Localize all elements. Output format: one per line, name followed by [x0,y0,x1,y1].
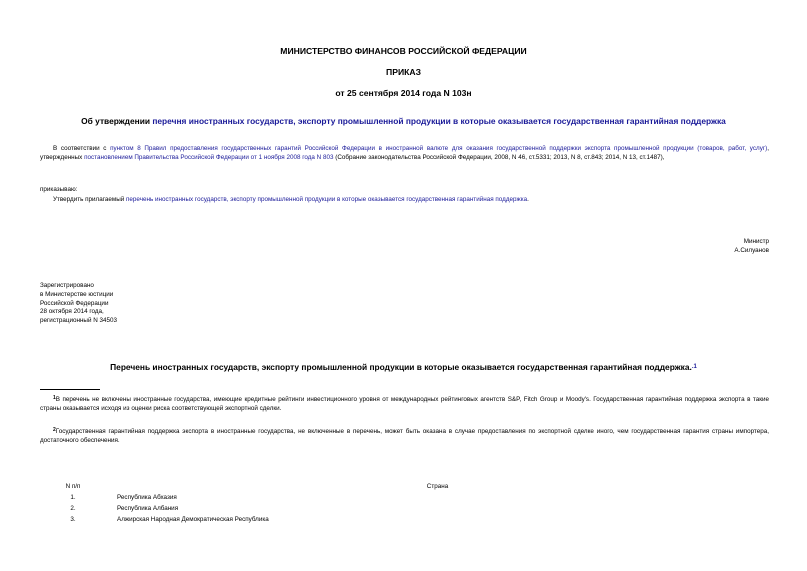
preamble-link-resolution[interactable]: постановлением Правительства Российской Федерации от 1 ноября 2008 года N 803 [84,153,334,161]
row-number: 3. [70,516,76,523]
footnote-2 [40,426,769,446]
order-text-2: . [527,196,529,203]
table-header-row [40,483,769,494]
footnote-1 [40,394,769,414]
table-row [40,516,769,527]
document-title [0,116,807,126]
order-paragraph [53,196,769,205]
registration-line: Российской Федерации [40,299,109,307]
list-title-text: Перечень иностранных государств, экспорту промышленной продукции в которые оказывается государственная гарантийная поддержка. [110,362,692,372]
country-table [40,483,769,527]
signature-block [734,238,769,256]
column-header-number: N п/п [65,483,81,490]
preamble-link-rules[interactable]: пунктом 8 Правил предоставления государственных гарантий Российской Федерации в иностранной валюте для оказания государственной поддержки экспорта промышленной продукции (товаров, работ, услуг) [110,145,768,152]
footnote-divider [40,389,100,390]
row-country: Алжирская Народная Демократическая Республика [117,516,269,523]
order-verb: приказываю: [40,186,78,193]
ministry-heading: МИНИСТЕРСТВО ФИНАНСОВ РОССИЙСКОЙ ФЕДЕРАЦИИ [280,46,527,56]
registration-block [40,282,117,326]
row-number: 2. [70,505,76,512]
row-number: 1. [70,494,76,501]
title-link[interactable]: перечня иностранных государств, экспорту промышленной продукции в которые оказывается государственная гарантийная поддержка [152,116,726,126]
table-row [40,505,769,516]
signature-name: А.Силуанов [734,246,769,254]
row-country: Республика Албания [117,505,179,512]
column-header-country: Страна [426,483,449,490]
registration-line: регистрационный N 34503 [40,317,118,325]
order-text-1: Утвердить прилагаемый [53,196,127,203]
signature-position: Министр [743,238,769,245]
preamble-text-3: (Собрание законодательства Российской Федерации, 2008, N 46, ст.5331; 2013, N 8, ст.843; 2014, N 13, ст.1487), [333,153,665,161]
order-link-list[interactable]: перечень иностранных государств, экспорту промышленной продукции в которые оказывается государственная гарантийная поддержка [126,196,528,203]
list-title [0,362,807,372]
title-prefix: Об утверждении [81,116,153,126]
footnote-2-text: Государственная гарантийная поддержка экспорта в иностранные государства, не включенные в перечень, может быть оказана в случае предоставления по экспортной сделке иного, чем государственная гарантия страны импортера, достаточного обеспечения. [40,428,769,444]
list-title-footnote-link[interactable]: .1 [691,364,697,370]
footnote-1-mark: 1 [53,395,56,401]
footnote-1-text: В перечень не включены иностранные государства, имеющие кредитные рейтинги инвестиционного уровня от международных рейтинговых агентств S&P, Fitch Group и Moody's. Государственная гарантийная поддержка экспорта в такие страны оказывается исходя из оценки риска соответствующей экспортной сделки. [40,396,769,412]
registration-line: Зарегистрировано [40,282,94,289]
preamble-text-2: , утвержденных [40,145,769,161]
row-country: Республика Абхазия [117,494,177,501]
preamble-paragraph [40,145,769,163]
doc-date-number: от 25 сентября 2014 года N 103н [335,88,472,98]
doc-type-heading: ПРИКАЗ [386,67,421,77]
table-row [40,494,769,505]
registration-line: 28 октября 2014 года, [40,308,104,316]
preamble-text-1: В соответствии с [53,145,111,152]
registration-line: в Министерстве юстиции [40,290,114,298]
footnote-2-mark: 2 [53,427,56,433]
